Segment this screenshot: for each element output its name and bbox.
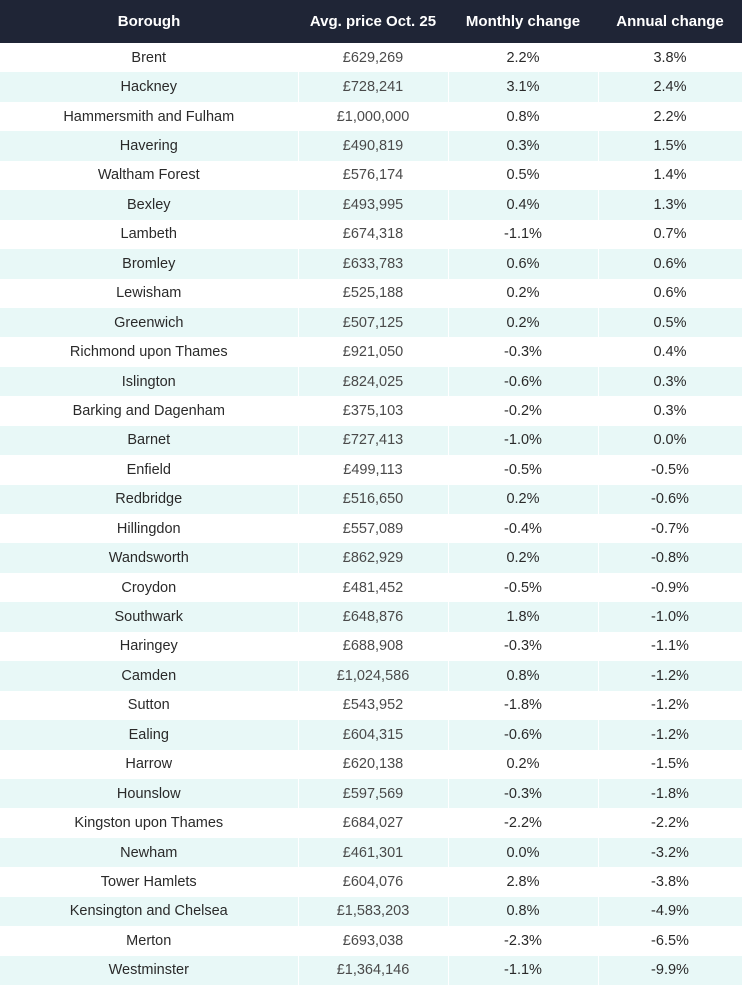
monthly-change-cell: -1.1% — [448, 956, 598, 985]
monthly-change-cell: -2.2% — [448, 808, 598, 837]
monthly-change-cell: 2.8% — [448, 867, 598, 896]
table-body — [0, 43, 742, 985]
monthly-change-cell: -1.8% — [448, 691, 598, 720]
annual-change-cell: -4.9% — [598, 897, 742, 926]
borough-cell: Hammersmith and Fulham — [0, 102, 298, 131]
borough-cell: Newham — [0, 838, 298, 867]
price-cell: £728,241 — [298, 72, 448, 101]
table-row — [0, 808, 742, 837]
price-cell: £1,000,000 — [298, 102, 448, 131]
monthly-change-cell: 1.8% — [448, 602, 598, 631]
annual-change-cell: -1.0% — [598, 602, 742, 631]
table-row — [0, 750, 742, 779]
monthly-change-cell: 0.4% — [448, 190, 598, 219]
table-row — [0, 220, 742, 249]
monthly-change-cell: 0.8% — [448, 661, 598, 690]
monthly-change-cell: 0.2% — [448, 750, 598, 779]
price-cell: £557,089 — [298, 514, 448, 543]
table-row — [0, 632, 742, 661]
table-row — [0, 308, 742, 337]
annual-change-cell: -0.9% — [598, 573, 742, 602]
price-cell: £693,038 — [298, 926, 448, 955]
price-cell: £684,027 — [298, 808, 448, 837]
borough-cell: Hillingdon — [0, 514, 298, 543]
price-cell: £597,569 — [298, 779, 448, 808]
table-row — [0, 514, 742, 543]
monthly-change-cell: 0.2% — [448, 485, 598, 514]
annual-change-cell: -1.8% — [598, 779, 742, 808]
monthly-change-cell: -0.6% — [448, 720, 598, 749]
table-row — [0, 102, 742, 131]
annual-change-cell: -1.5% — [598, 750, 742, 779]
borough-cell: Havering — [0, 131, 298, 160]
borough-cell: Lambeth — [0, 220, 298, 249]
header-annual-change: Annual change — [616, 13, 724, 30]
table-row — [0, 161, 742, 190]
annual-change-cell: -1.2% — [598, 691, 742, 720]
monthly-change-cell: 0.6% — [448, 249, 598, 278]
header-monthly-change: Monthly change — [465, 13, 581, 30]
monthly-change-cell: 0.0% — [448, 838, 598, 867]
price-cell: £461,301 — [298, 838, 448, 867]
annual-change-cell: -1.1% — [598, 632, 742, 661]
monthly-change-cell: -0.4% — [448, 514, 598, 543]
price-cell: £543,952 — [298, 691, 448, 720]
annual-change-cell: 1.4% — [598, 161, 742, 190]
monthly-change-cell: 0.8% — [448, 897, 598, 926]
monthly-change-cell: -0.5% — [448, 573, 598, 602]
price-cell: £921,050 — [298, 337, 448, 366]
borough-cell: Lewisham — [0, 279, 298, 308]
borough-cell: Wandsworth — [0, 543, 298, 572]
price-cell: £493,995 — [298, 190, 448, 219]
annual-change-cell: -6.5% — [598, 926, 742, 955]
table-row — [0, 455, 742, 484]
monthly-change-cell: -0.2% — [448, 396, 598, 425]
table-row — [0, 279, 742, 308]
monthly-change-cell: -2.3% — [448, 926, 598, 955]
borough-cell: Greenwich — [0, 308, 298, 337]
table-row — [0, 396, 742, 425]
borough-cell: Camden — [0, 661, 298, 690]
borough-cell: Sutton — [0, 691, 298, 720]
price-cell: £620,138 — [298, 750, 448, 779]
annual-change-cell: 3.8% — [598, 43, 742, 72]
table-row — [0, 249, 742, 278]
table-row — [0, 337, 742, 366]
table-row — [0, 190, 742, 219]
borough-cell: Enfield — [0, 455, 298, 484]
table-row — [0, 543, 742, 572]
borough-cell: Barnet — [0, 426, 298, 455]
annual-change-cell: 2.4% — [598, 72, 742, 101]
annual-change-cell: 1.5% — [598, 131, 742, 160]
annual-change-cell: 0.6% — [598, 279, 742, 308]
annual-change-cell: 0.6% — [598, 249, 742, 278]
table-row — [0, 131, 742, 160]
borough-cell: Merton — [0, 926, 298, 955]
price-cell: £516,650 — [298, 485, 448, 514]
borough-cell: Brent — [0, 43, 298, 72]
monthly-change-cell: 0.3% — [448, 131, 598, 160]
borough-cell: Kingston upon Thames — [0, 808, 298, 837]
borough-cell: Hackney — [0, 72, 298, 101]
borough-cell: Bexley — [0, 190, 298, 219]
price-cell: £633,783 — [298, 249, 448, 278]
table-row — [0, 573, 742, 602]
table-row — [0, 426, 742, 455]
price-cell: £648,876 — [298, 602, 448, 631]
borough-cell: Croydon — [0, 573, 298, 602]
price-cell: £727,413 — [298, 426, 448, 455]
borough-cell: Kensington and Chelsea — [0, 897, 298, 926]
table-row — [0, 838, 742, 867]
table-row — [0, 956, 742, 985]
price-cell: £1,364,146 — [298, 956, 448, 985]
price-cell: £629,269 — [298, 43, 448, 72]
monthly-change-cell: -0.3% — [448, 632, 598, 661]
monthly-change-cell: -0.3% — [448, 779, 598, 808]
price-cell: £490,819 — [298, 131, 448, 160]
price-cell: £499,113 — [298, 455, 448, 484]
annual-change-cell: -0.8% — [598, 543, 742, 572]
annual-change-cell: -1.2% — [598, 661, 742, 690]
table-header — [0, 0, 742, 43]
annual-change-cell: 0.5% — [598, 308, 742, 337]
price-cell: £604,076 — [298, 867, 448, 896]
header-avg-price: Avg. price Oct. 25 — [309, 13, 437, 30]
annual-change-cell: -9.9% — [598, 956, 742, 985]
price-cell: £1,024,586 — [298, 661, 448, 690]
monthly-change-cell: -1.0% — [448, 426, 598, 455]
table-row — [0, 867, 742, 896]
annual-change-cell: 2.2% — [598, 102, 742, 131]
annual-change-cell: 0.3% — [598, 367, 742, 396]
price-cell: £576,174 — [298, 161, 448, 190]
borough-cell: Richmond upon Thames — [0, 337, 298, 366]
table-row — [0, 926, 742, 955]
monthly-change-cell: -0.5% — [448, 455, 598, 484]
annual-change-cell: -0.7% — [598, 514, 742, 543]
price-cell: £688,908 — [298, 632, 448, 661]
table-row — [0, 602, 742, 631]
price-cell: £481,452 — [298, 573, 448, 602]
table-row — [0, 485, 742, 514]
borough-cell: Haringey — [0, 632, 298, 661]
annual-change-cell: -2.2% — [598, 808, 742, 837]
borough-cell: Waltham Forest — [0, 161, 298, 190]
annual-change-cell: -3.2% — [598, 838, 742, 867]
annual-change-cell: 0.4% — [598, 337, 742, 366]
table-row — [0, 691, 742, 720]
monthly-change-cell: 0.5% — [448, 161, 598, 190]
price-cell: £604,315 — [298, 720, 448, 749]
table-row — [0, 43, 742, 72]
price-cell: £525,188 — [298, 279, 448, 308]
table-row — [0, 779, 742, 808]
table-row — [0, 897, 742, 926]
annual-change-cell: -3.8% — [598, 867, 742, 896]
table-row — [0, 367, 742, 396]
borough-cell: Redbridge — [0, 485, 298, 514]
table-row — [0, 661, 742, 690]
header-borough: Borough — [117, 13, 181, 30]
monthly-change-cell: 2.2% — [448, 43, 598, 72]
monthly-change-cell: 0.8% — [448, 102, 598, 131]
monthly-change-cell: 0.2% — [448, 543, 598, 572]
borough-cell: Islington — [0, 367, 298, 396]
annual-change-cell: -1.2% — [598, 720, 742, 749]
price-cell: £674,318 — [298, 220, 448, 249]
borough-cell: Harrow — [0, 750, 298, 779]
borough-cell: Southwark — [0, 602, 298, 631]
price-cell: £375,103 — [298, 396, 448, 425]
price-cell: £824,025 — [298, 367, 448, 396]
monthly-change-cell: -0.6% — [448, 367, 598, 396]
monthly-change-cell: -1.1% — [448, 220, 598, 249]
borough-cell: Ealing — [0, 720, 298, 749]
borough-cell: Bromley — [0, 249, 298, 278]
annual-change-cell: 0.3% — [598, 396, 742, 425]
borough-cell: Tower Hamlets — [0, 867, 298, 896]
monthly-change-cell: -0.3% — [448, 337, 598, 366]
price-cell: £507,125 — [298, 308, 448, 337]
borough-cell: Westminster — [0, 956, 298, 985]
price-cell: £862,929 — [298, 543, 448, 572]
monthly-change-cell: 0.2% — [448, 279, 598, 308]
annual-change-cell: 1.3% — [598, 190, 742, 219]
price-cell: £1,583,203 — [298, 897, 448, 926]
table-row — [0, 72, 742, 101]
header-row — [0, 0, 742, 43]
annual-change-cell: 0.7% — [598, 220, 742, 249]
monthly-change-cell: 0.2% — [448, 308, 598, 337]
borough-cell: Hounslow — [0, 779, 298, 808]
borough-cell: Barking and Dagenham — [0, 396, 298, 425]
monthly-change-cell: 3.1% — [448, 72, 598, 101]
table-row — [0, 720, 742, 749]
annual-change-cell: -0.6% — [598, 485, 742, 514]
annual-change-cell: 0.0% — [598, 426, 742, 455]
annual-change-cell: -0.5% — [598, 455, 742, 484]
